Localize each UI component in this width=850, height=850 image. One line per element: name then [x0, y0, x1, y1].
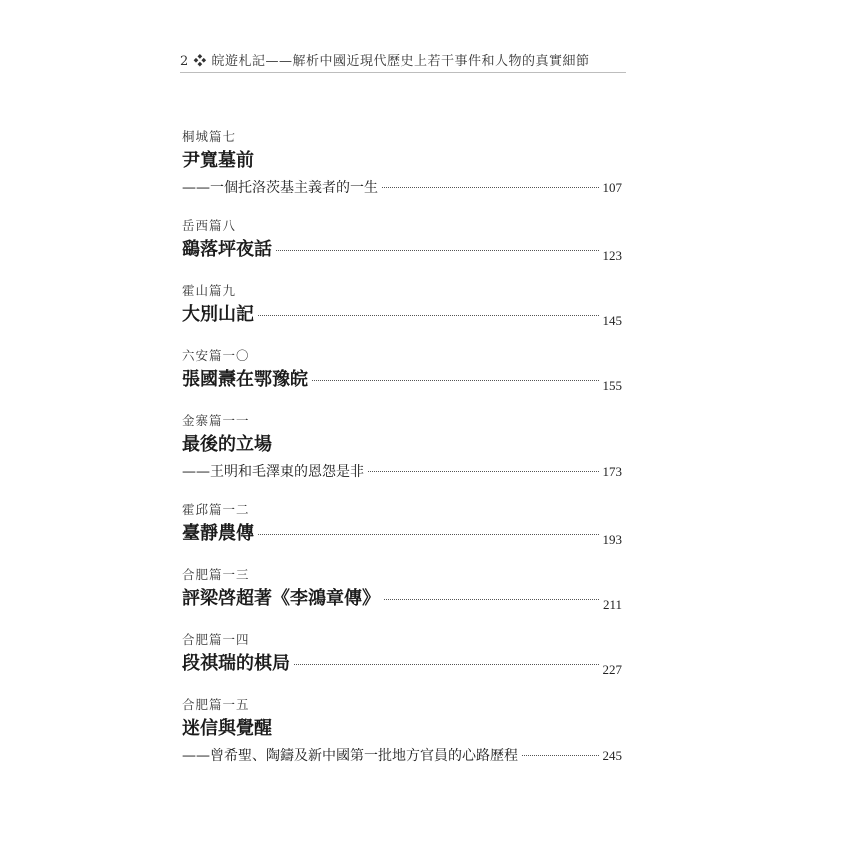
toc-page-number: 245: [602, 748, 622, 763]
dot-leader: [276, 250, 599, 251]
dot-leader: [368, 471, 599, 472]
toc-title: 評梁啓超著《李鴻章傳》: [182, 588, 380, 609]
toc-title: 尹寬墓前: [182, 150, 254, 171]
toc-subtitle-row: [182, 746, 622, 766]
toc-title: 段祺瑞的棋局: [182, 653, 290, 674]
toc-page-number: 107: [602, 180, 622, 195]
toc-entry: [182, 412, 622, 482]
toc-entry: [182, 631, 622, 677]
toc-section-label: 合肥篇一四: [182, 632, 250, 647]
toc-title-row: [182, 432, 622, 458]
toc-page-number: 155: [602, 378, 622, 393]
toc-subtitle: ——王明和毛澤東的恩怨是非: [182, 464, 364, 480]
dot-leader: [384, 599, 599, 600]
dot-leader: [522, 755, 599, 756]
dot-leader: [294, 664, 599, 665]
toc-page-number: 145: [602, 313, 622, 328]
dot-leader: [312, 380, 599, 381]
dot-leader: [258, 315, 599, 316]
toc-section-label: 岳西篇八: [182, 218, 237, 233]
toc-entry: [182, 282, 622, 328]
toc-title-row: [182, 521, 622, 547]
toc-title: 張國燾在鄂豫皖: [182, 369, 308, 390]
dot-leader: [382, 187, 599, 188]
toc-section-label: 金寨篇一一: [182, 413, 250, 428]
toc-title: 臺靜農傳: [182, 523, 254, 544]
toc-section-label: 霍山篇九: [182, 283, 237, 298]
toc-entry: [182, 217, 622, 263]
toc-entry: [182, 128, 622, 198]
toc-title: 迷信與覺醒: [182, 718, 272, 739]
toc-page-number: 227: [602, 662, 622, 677]
toc-title-row: [182, 651, 622, 677]
toc-page-number: 123: [602, 248, 622, 263]
header-rule: [180, 72, 626, 73]
toc-subtitle-row: [182, 462, 622, 482]
dot-leader: [258, 534, 599, 535]
toc-title: 大別山記: [182, 304, 254, 325]
toc-entry: [182, 501, 622, 547]
toc-section-label: 合肥篇一三: [182, 567, 250, 582]
toc-title-row: [182, 148, 622, 174]
toc-title-row: [182, 237, 622, 263]
toc-entry: [182, 696, 622, 766]
toc-page-number: 193: [602, 532, 622, 547]
toc-page-number: 173: [602, 464, 622, 479]
toc-page-number: 211: [602, 597, 622, 612]
toc-title: 最後的立場: [182, 434, 272, 455]
toc-title-row: [182, 586, 622, 612]
toc-section-label: 霍邱篇一二: [182, 502, 250, 517]
toc-entry: [182, 347, 622, 393]
running-header: 2 ❖ 皖遊札記——解析中國近現代歷史上若干事件和人物的真實細節: [180, 54, 590, 69]
table-of-contents: [182, 128, 622, 766]
toc-title: 鷂落坪夜話: [182, 239, 272, 260]
toc-subtitle-row: [182, 178, 622, 198]
toc-entry: [182, 566, 622, 612]
toc-title-row: [182, 367, 622, 393]
toc-section-label: 合肥篇一五: [182, 697, 250, 712]
toc-subtitle: ——一個托洛茨基主義者的一生: [182, 180, 378, 196]
toc-section-label: 桐城篇七: [182, 129, 237, 144]
toc-section-label: 六安篇一〇: [182, 348, 250, 363]
toc-title-row: [182, 716, 622, 742]
toc-subtitle: ——曾希聖、陶鑄及新中國第一批地方官員的心路歷程: [182, 748, 518, 764]
toc-title-row: [182, 302, 622, 328]
